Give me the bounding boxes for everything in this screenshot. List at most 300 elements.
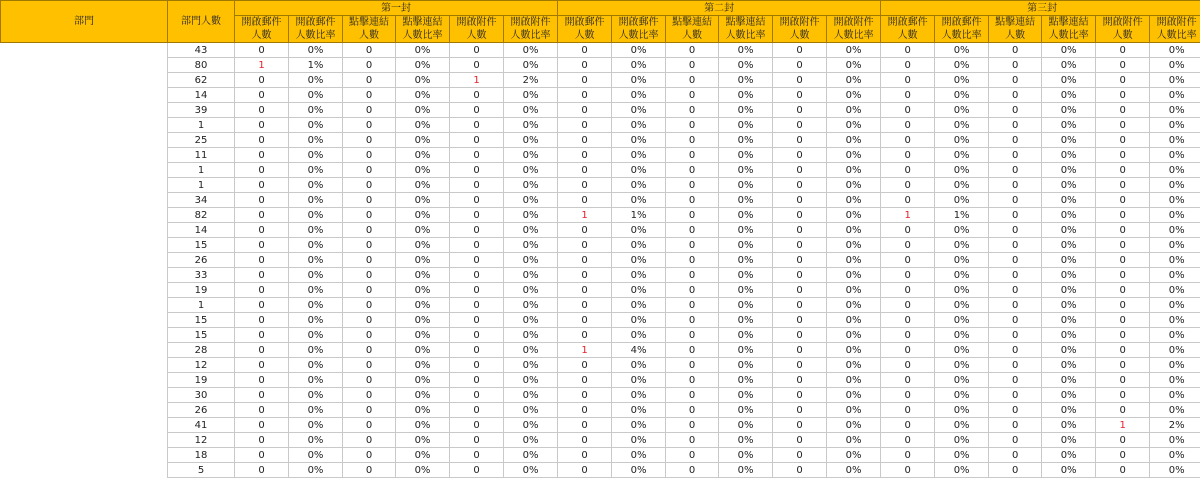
ratio-cell: 0% xyxy=(612,223,666,238)
count-cell: 0 xyxy=(450,313,504,328)
count-cell: 0 xyxy=(235,328,289,343)
count-cell: 0 xyxy=(450,148,504,163)
count-cell: 0 xyxy=(235,433,289,448)
count-cell: 0 xyxy=(989,373,1042,388)
dept-cell xyxy=(1,88,168,103)
count-cell: 0 xyxy=(343,73,396,88)
ratio-cell: 0% xyxy=(1042,193,1096,208)
count-cell: 0 xyxy=(235,148,289,163)
ratio-cell: 0% xyxy=(827,103,881,118)
ratio-cell: 0% xyxy=(504,223,558,238)
count-cell: 0 xyxy=(343,148,396,163)
column-header-line: 人數比率 xyxy=(1042,29,1095,42)
ratio-cell: 0% xyxy=(827,463,881,478)
dept-count-cell: 1 xyxy=(168,178,235,193)
count-cell: 0 xyxy=(881,238,935,253)
ratio-cell: 0% xyxy=(612,73,666,88)
dept-cell xyxy=(1,223,168,238)
count-cell: 0 xyxy=(666,223,719,238)
ratio-cell: 0% xyxy=(504,193,558,208)
count-cell: 0 xyxy=(881,283,935,298)
ratio-cell: 0% xyxy=(1150,193,1200,208)
dept-cell xyxy=(1,43,168,58)
count-cell: 0 xyxy=(989,343,1042,358)
count-cell: 0 xyxy=(666,283,719,298)
table-row xyxy=(1,388,1200,403)
count-cell: 0 xyxy=(989,268,1042,283)
dept-cell xyxy=(1,463,168,478)
count-cell: 0 xyxy=(343,103,396,118)
column-header xyxy=(612,16,666,43)
ratio-cell: 0% xyxy=(935,133,989,148)
count-cell: 0 xyxy=(1096,58,1150,73)
count-cell: 0 xyxy=(558,433,612,448)
count-cell: 0 xyxy=(1096,328,1150,343)
ratio-cell: 0% xyxy=(935,388,989,403)
ratio-cell: 0% xyxy=(827,163,881,178)
count-cell: 0 xyxy=(666,298,719,313)
ratio-cell: 0% xyxy=(289,328,343,343)
count-cell: 0 xyxy=(558,43,612,58)
count-cell: 0 xyxy=(881,223,935,238)
count-cell: 0 xyxy=(343,463,396,478)
ratio-cell: 0% xyxy=(396,208,450,223)
table-row xyxy=(1,223,1200,238)
count-cell: 0 xyxy=(773,328,827,343)
column-header-line: 點擊連結 xyxy=(666,16,718,29)
count-cell: 0 xyxy=(1096,238,1150,253)
column-header xyxy=(773,16,827,43)
count-cell: 0 xyxy=(666,208,719,223)
ratio-cell: 0% xyxy=(612,88,666,103)
ratio-cell: 0% xyxy=(719,238,773,253)
ratio-cell: 0% xyxy=(396,103,450,118)
count-cell: 0 xyxy=(235,358,289,373)
ratio-cell: 0% xyxy=(935,373,989,388)
count-cell: 0 xyxy=(235,178,289,193)
count-cell: 0 xyxy=(450,433,504,448)
count-cell: 0 xyxy=(1096,193,1150,208)
count-cell: 0 xyxy=(235,208,289,223)
dept-cell xyxy=(1,163,168,178)
dept-cell xyxy=(1,73,168,88)
dept-count-cell: 14 xyxy=(168,223,235,238)
ratio-cell: 0% xyxy=(1150,178,1200,193)
ratio-cell: 0% xyxy=(504,118,558,133)
count-cell: 0 xyxy=(343,373,396,388)
dept-cell xyxy=(1,178,168,193)
count-cell: 0 xyxy=(235,43,289,58)
count-cell: 0 xyxy=(235,448,289,463)
ratio-cell: 0% xyxy=(935,73,989,88)
ratio-cell: 0% xyxy=(935,328,989,343)
ratio-cell: 0% xyxy=(504,298,558,313)
count-cell: 0 xyxy=(666,58,719,73)
count-cell: 0 xyxy=(881,343,935,358)
ratio-cell: 0% xyxy=(719,148,773,163)
count-cell: 0 xyxy=(450,238,504,253)
count-cell: 0 xyxy=(343,403,396,418)
ratio-cell: 0% xyxy=(289,163,343,178)
count-cell: 0 xyxy=(235,373,289,388)
ratio-cell: 0% xyxy=(396,238,450,253)
table-row xyxy=(1,133,1200,148)
count-cell: 0 xyxy=(558,448,612,463)
table-row xyxy=(1,418,1200,433)
ratio-cell: 0% xyxy=(827,73,881,88)
count-cell: 0 xyxy=(558,193,612,208)
count-cell: 0 xyxy=(666,313,719,328)
column-header-line: 開啟郵件 xyxy=(881,16,934,29)
count-cell: 0 xyxy=(881,133,935,148)
table-row xyxy=(1,448,1200,463)
ratio-cell: 0% xyxy=(1042,403,1096,418)
ratio-cell: 0% xyxy=(1150,133,1200,148)
count-cell: 0 xyxy=(773,88,827,103)
count-cell: 0 xyxy=(235,343,289,358)
count-cell: 0 xyxy=(343,193,396,208)
table-row xyxy=(1,163,1200,178)
column-header-line: 人數比率 xyxy=(612,29,665,42)
ratio-cell: 0% xyxy=(504,343,558,358)
ratio-cell: 0% xyxy=(935,178,989,193)
count-cell: 0 xyxy=(1096,433,1150,448)
table-row xyxy=(1,193,1200,208)
count-cell: 0 xyxy=(881,448,935,463)
column-header xyxy=(1150,16,1200,43)
dept-cell xyxy=(1,403,168,418)
ratio-cell: 0% xyxy=(289,43,343,58)
dept-count-cell: 11 xyxy=(168,148,235,163)
ratio-cell: 0% xyxy=(1150,343,1200,358)
dept-count-cell: 15 xyxy=(168,313,235,328)
count-cell: 0 xyxy=(881,358,935,373)
count-cell: 0 xyxy=(558,103,612,118)
dept-cell xyxy=(1,103,168,118)
ratio-cell: 0% xyxy=(289,253,343,268)
count-cell: 0 xyxy=(989,148,1042,163)
count-cell: 0 xyxy=(235,103,289,118)
ratio-cell: 0% xyxy=(719,88,773,103)
ratio-cell: 0% xyxy=(719,223,773,238)
ratio-cell: 0% xyxy=(827,328,881,343)
column-header xyxy=(289,16,343,43)
ratio-cell: 0% xyxy=(1150,328,1200,343)
dept-count-cell: 43 xyxy=(168,43,235,58)
ratio-cell: 0% xyxy=(827,268,881,283)
count-cell: 0 xyxy=(773,223,827,238)
ratio-cell: 0% xyxy=(396,448,450,463)
ratio-cell: 0% xyxy=(1042,103,1096,118)
ratio-cell: 0% xyxy=(289,208,343,223)
ratio-cell: 0% xyxy=(935,403,989,418)
count-cell: 0 xyxy=(558,58,612,73)
ratio-cell: 0% xyxy=(827,193,881,208)
count-cell: 0 xyxy=(881,328,935,343)
column-header-line: 人數比率 xyxy=(719,29,772,42)
ratio-cell: 0% xyxy=(719,73,773,88)
dept-count-cell: 12 xyxy=(168,433,235,448)
ratio-cell: 0% xyxy=(504,448,558,463)
count-cell: 0 xyxy=(989,223,1042,238)
ratio-cell: 0% xyxy=(612,133,666,148)
count-cell: 1 xyxy=(558,208,612,223)
ratio-cell: 0% xyxy=(935,118,989,133)
table-row xyxy=(1,118,1200,133)
count-cell: 0 xyxy=(989,358,1042,373)
column-header-line: 人數 xyxy=(343,29,395,42)
count-cell: 0 xyxy=(450,43,504,58)
ratio-cell: 0% xyxy=(289,448,343,463)
count-cell: 0 xyxy=(1096,463,1150,478)
ratio-cell: 0% xyxy=(504,208,558,223)
dept-cell xyxy=(1,283,168,298)
count-cell: 0 xyxy=(666,118,719,133)
ratio-cell: 0% xyxy=(504,328,558,343)
ratio-cell: 0% xyxy=(827,223,881,238)
column-header xyxy=(450,16,504,43)
column-header-line: 開啟附件 xyxy=(1150,16,1200,29)
column-header xyxy=(989,16,1042,43)
ratio-cell: 0% xyxy=(1150,403,1200,418)
ratio-cell: 0% xyxy=(935,463,989,478)
table-row xyxy=(1,403,1200,418)
ratio-cell: 0% xyxy=(612,358,666,373)
count-cell: 0 xyxy=(881,148,935,163)
dept-cell xyxy=(1,313,168,328)
count-cell: 0 xyxy=(235,73,289,88)
ratio-cell: 0% xyxy=(504,388,558,403)
ratio-cell: 0% xyxy=(1042,388,1096,403)
ratio-cell: 0% xyxy=(1042,133,1096,148)
count-cell: 0 xyxy=(773,343,827,358)
column-header-line: 點擊連結 xyxy=(1042,16,1095,29)
table-row xyxy=(1,358,1200,373)
dept-count-cell: 1 xyxy=(168,118,235,133)
count-cell: 0 xyxy=(235,223,289,238)
dept-count-header: 部門人數 xyxy=(168,1,235,43)
ratio-cell: 0% xyxy=(612,58,666,73)
count-cell: 0 xyxy=(773,298,827,313)
ratio-cell: 0% xyxy=(289,103,343,118)
ratio-cell: 0% xyxy=(719,313,773,328)
count-cell: 0 xyxy=(666,418,719,433)
ratio-cell: 0% xyxy=(935,298,989,313)
dept-count-cell: 15 xyxy=(168,328,235,343)
column-header xyxy=(935,16,989,43)
column-header xyxy=(719,16,773,43)
ratio-cell: 0% xyxy=(396,343,450,358)
count-cell: 0 xyxy=(343,343,396,358)
column-header-line: 人數 xyxy=(235,29,288,42)
count-cell: 0 xyxy=(558,328,612,343)
column-header-line: 點擊連結 xyxy=(719,16,772,29)
count-cell: 0 xyxy=(989,103,1042,118)
ratio-cell: 0% xyxy=(289,388,343,403)
count-cell: 0 xyxy=(773,373,827,388)
table-row xyxy=(1,178,1200,193)
ratio-cell: 0% xyxy=(1042,178,1096,193)
column-header-line: 開啟郵件 xyxy=(612,16,665,29)
ratio-cell: 0% xyxy=(1150,433,1200,448)
ratio-cell: 0% xyxy=(289,283,343,298)
ratio-cell: 0% xyxy=(827,178,881,193)
ratio-cell: 0% xyxy=(719,343,773,358)
count-cell: 0 xyxy=(666,343,719,358)
count-cell: 0 xyxy=(343,328,396,343)
ratio-cell: 0% xyxy=(612,193,666,208)
count-cell: 0 xyxy=(773,388,827,403)
ratio-cell: 0% xyxy=(827,58,881,73)
count-cell: 0 xyxy=(1096,118,1150,133)
count-cell: 0 xyxy=(989,448,1042,463)
dept-count-cell: 26 xyxy=(168,253,235,268)
ratio-cell: 0% xyxy=(504,268,558,283)
dept-cell xyxy=(1,148,168,163)
count-cell: 0 xyxy=(235,253,289,268)
ratio-cell: 0% xyxy=(1042,298,1096,313)
count-cell: 0 xyxy=(558,283,612,298)
count-cell: 0 xyxy=(343,313,396,328)
ratio-cell: 0% xyxy=(1150,463,1200,478)
ratio-cell: 0% xyxy=(935,148,989,163)
ratio-cell: 0% xyxy=(1150,373,1200,388)
count-cell: 0 xyxy=(1096,223,1150,238)
ratio-cell: 0% xyxy=(504,253,558,268)
ratio-cell: 0% xyxy=(289,238,343,253)
count-cell: 0 xyxy=(235,388,289,403)
count-cell: 0 xyxy=(558,163,612,178)
ratio-cell: 0% xyxy=(396,268,450,283)
count-cell: 0 xyxy=(1096,283,1150,298)
count-cell: 0 xyxy=(1096,163,1150,178)
ratio-cell: 0% xyxy=(1150,238,1200,253)
count-cell: 0 xyxy=(1096,358,1150,373)
ratio-cell: 0% xyxy=(504,88,558,103)
ratio-cell: 0% xyxy=(289,88,343,103)
ratio-cell: 0% xyxy=(289,463,343,478)
table-row xyxy=(1,463,1200,478)
count-cell: 0 xyxy=(773,253,827,268)
count-cell: 0 xyxy=(881,43,935,58)
count-cell: 0 xyxy=(881,193,935,208)
count-cell: 0 xyxy=(773,463,827,478)
count-cell: 0 xyxy=(989,163,1042,178)
count-cell: 0 xyxy=(989,178,1042,193)
column-header-line: 開啟附件 xyxy=(450,16,503,29)
count-cell: 0 xyxy=(450,373,504,388)
ratio-cell: 0% xyxy=(504,133,558,148)
dept-count-cell: 80 xyxy=(168,58,235,73)
count-cell: 0 xyxy=(558,88,612,103)
ratio-cell: 0% xyxy=(612,313,666,328)
column-header-line: 人數 xyxy=(558,29,611,42)
ratio-cell: 0% xyxy=(1150,358,1200,373)
ratio-cell: 0% xyxy=(396,418,450,433)
count-cell: 0 xyxy=(881,178,935,193)
column-header-line: 人數 xyxy=(666,29,718,42)
ratio-cell: 0% xyxy=(827,298,881,313)
column-header-line: 點擊連結 xyxy=(343,16,395,29)
dept-cell xyxy=(1,238,168,253)
ratio-cell: 0% xyxy=(935,103,989,118)
ratio-cell: 0% xyxy=(1042,238,1096,253)
count-cell: 0 xyxy=(989,43,1042,58)
count-cell: 0 xyxy=(989,58,1042,73)
ratio-cell: 0% xyxy=(1150,58,1200,73)
column-header xyxy=(558,16,612,43)
ratio-cell: 0% xyxy=(935,253,989,268)
count-cell: 0 xyxy=(1096,313,1150,328)
column-header xyxy=(235,16,289,43)
count-cell: 0 xyxy=(666,328,719,343)
count-cell: 0 xyxy=(558,388,612,403)
ratio-cell: 0% xyxy=(289,178,343,193)
count-cell: 0 xyxy=(666,403,719,418)
count-cell: 0 xyxy=(343,163,396,178)
count-cell: 0 xyxy=(881,463,935,478)
column-header-line: 人數 xyxy=(773,29,826,42)
count-cell: 0 xyxy=(235,313,289,328)
count-cell: 0 xyxy=(558,73,612,88)
ratio-cell: 0% xyxy=(935,268,989,283)
count-cell: 0 xyxy=(558,118,612,133)
ratio-cell: 0% xyxy=(719,268,773,283)
count-cell: 0 xyxy=(450,328,504,343)
count-cell: 0 xyxy=(666,133,719,148)
column-header-line: 開啟郵件 xyxy=(558,16,611,29)
count-cell: 0 xyxy=(989,208,1042,223)
ratio-cell: 0% xyxy=(1150,223,1200,238)
count-cell: 0 xyxy=(1096,373,1150,388)
ratio-cell: 0% xyxy=(1042,58,1096,73)
column-header-line: 開啟郵件 xyxy=(235,16,288,29)
ratio-cell: 0% xyxy=(827,208,881,223)
ratio-cell: 0% xyxy=(504,58,558,73)
column-header xyxy=(881,16,935,43)
ratio-cell: 0% xyxy=(612,238,666,253)
ratio-cell: 0% xyxy=(827,313,881,328)
count-cell: 0 xyxy=(235,418,289,433)
ratio-cell: 0% xyxy=(1042,373,1096,388)
table-row xyxy=(1,103,1200,118)
count-cell: 0 xyxy=(558,148,612,163)
ratio-cell: 0% xyxy=(289,418,343,433)
count-cell: 0 xyxy=(1096,388,1150,403)
count-cell: 0 xyxy=(666,388,719,403)
ratio-cell: 0% xyxy=(396,193,450,208)
count-cell: 0 xyxy=(773,118,827,133)
count-cell: 0 xyxy=(235,298,289,313)
ratio-cell: 0% xyxy=(396,358,450,373)
dept-cell xyxy=(1,358,168,373)
ratio-cell: 0% xyxy=(1042,73,1096,88)
ratio-cell: 0% xyxy=(1042,268,1096,283)
column-header-line: 人數 xyxy=(989,29,1041,42)
count-cell: 0 xyxy=(1096,268,1150,283)
ratio-cell: 0% xyxy=(719,58,773,73)
dept-count-cell: 14 xyxy=(168,88,235,103)
count-cell: 0 xyxy=(450,463,504,478)
count-cell: 0 xyxy=(558,403,612,418)
ratio-cell: 0% xyxy=(827,118,881,133)
count-cell: 0 xyxy=(773,313,827,328)
ratio-cell: 0% xyxy=(719,388,773,403)
count-cell: 0 xyxy=(343,223,396,238)
ratio-cell: 0% xyxy=(719,253,773,268)
ratio-cell: 0% xyxy=(396,253,450,268)
ratio-cell: 0% xyxy=(827,238,881,253)
